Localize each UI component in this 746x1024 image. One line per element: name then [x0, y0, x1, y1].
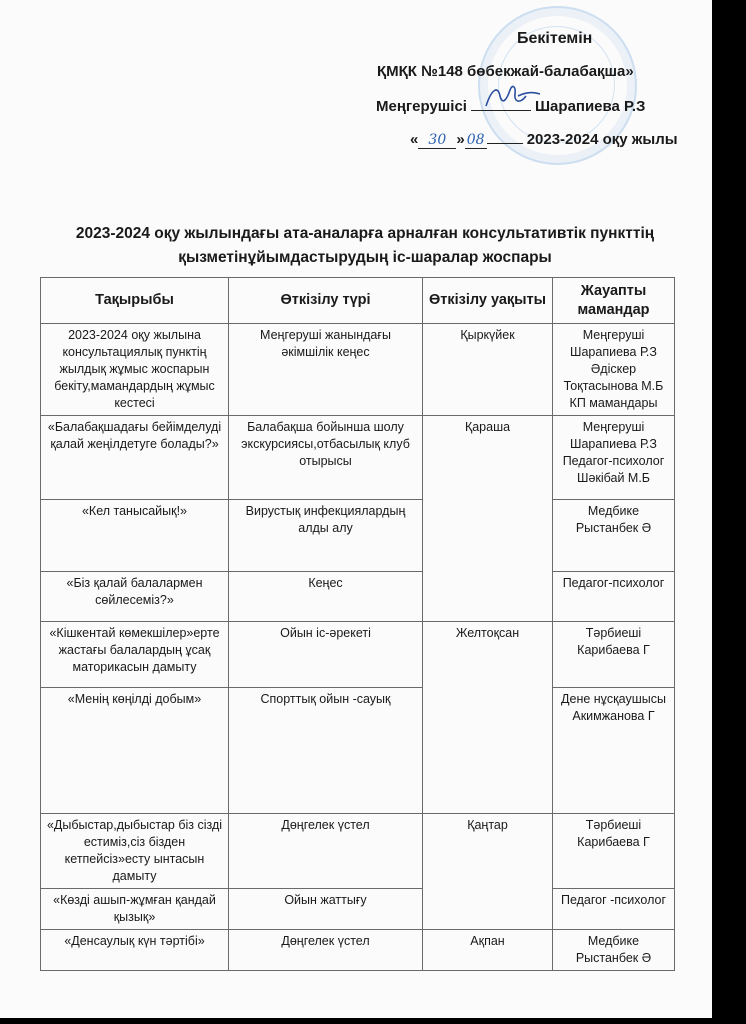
column-header-form: Өткізілу түрі [229, 278, 423, 324]
cell-time: Қараша [423, 416, 553, 622]
cell-time: Қаңтар [423, 814, 553, 930]
date-month: 08 [466, 132, 485, 148]
column-header-time: Өткізілу уақыты [423, 278, 553, 324]
cell-form: Кеңес [229, 572, 423, 622]
column-header-topic: Тақырыбы [41, 278, 229, 324]
cell-topic: 2023-2024 оқу жылына консультациялық пунктің жылдық жұмыс жоспарын бекіту,мамандардың жұмыс кестесі [41, 324, 229, 416]
cell-form: Спорттық ойын -сауық [229, 688, 423, 814]
cell-responsible: Педагог-психолог [553, 572, 675, 622]
table-row [41, 416, 675, 500]
document-title: 2023-2024 оқу жылындағы ата-аналарға арналған консультативтік пункттің қызметінұйымдастырудың іс-шаралар жоспары [75, 225, 655, 266]
cell-responsible: Меңгеруші Шарапиева Р.З Әдіскер Тоқтасынова М.Б КП мамандары [553, 324, 675, 416]
academic-year: 2023-2024 оқу жылы [526, 131, 678, 148]
cell-topic: «Кел танысайық!» [41, 500, 229, 572]
cell-topic: «Денсаулық күн тәртібі» [41, 930, 229, 971]
cell-form: Ойын іс-әрекеті [229, 622, 423, 688]
table-row [41, 814, 675, 889]
table-row [41, 324, 675, 416]
date-blank-line [487, 143, 523, 144]
cell-topic: «Кішкентай көмекшілер»ерте жастағы балалардың ұсақ маторикасын дамыту [41, 622, 229, 688]
table-header-row [41, 278, 675, 324]
table-row [41, 930, 675, 971]
table-row [41, 572, 675, 622]
organization-name: ҚМҚК №148 бөбекжай-балабақша» [377, 63, 634, 80]
cell-responsible: Медбике Рыстанбек Ә [553, 500, 675, 572]
cell-form: Меңгеруші жанындағы әкімшілік кеңес [229, 324, 423, 416]
cell-time: Қыркүйек [423, 324, 553, 416]
head-label: Меңгерушісі [376, 98, 467, 115]
cell-responsible: Педагог -психолог [553, 889, 675, 930]
approval-block [0, 0, 712, 160]
activity-plan-table [40, 277, 675, 971]
cell-topic: «Көзді ашып-жұмған қандай қызық» [41, 889, 229, 930]
date-close-quote: » [456, 131, 465, 148]
cell-time: Желтоқсан [423, 622, 553, 814]
column-header-responsible: Жауапты мамандар [553, 278, 675, 324]
cell-form: Ойын жаттығу [229, 889, 423, 930]
cell-responsible: Тәрбиеші Карибаева Г [553, 622, 675, 688]
cell-time: Ақпан [423, 930, 553, 971]
handwritten-signature [482, 82, 542, 112]
date-day: 30 [418, 132, 456, 149]
cell-topic: «Біз қалай балалармен сөйлесеміз?» [41, 572, 229, 622]
approval-date [410, 131, 678, 149]
cell-responsible: Тәрбиеші Карибаева Г [553, 814, 675, 889]
cell-form: Балабақша бойынша шолу экскурсиясы,отбасылық клуб отырысы [229, 416, 423, 500]
table-row [41, 500, 675, 572]
cell-form: Дөңгелек үстел [229, 814, 423, 889]
cell-topic: «Дыбыстар,дыбыстар біз сізді естиміз,сіз бізден кетпейсіз»есту ынтасын дамыту [41, 814, 229, 889]
table-row [41, 889, 675, 930]
head-name: Шарапиева Р.З [534, 98, 646, 115]
cell-topic: «Балабақшадағы бейімделуді қалай жеңілдетуге болады?» [41, 416, 229, 500]
cell-form: Вирустық инфекциялардың алды алу [229, 500, 423, 572]
cell-topic: «Менің көңілді добым» [41, 688, 229, 814]
cell-form: Дөңгелек үстел [229, 930, 423, 971]
table-row [41, 688, 675, 814]
cell-responsible: Медбике Рыстанбек Ә [553, 930, 675, 971]
date-open-quote: « [410, 131, 419, 148]
approval-title: Бекітемін [517, 30, 593, 47]
cell-responsible: Дене нұсқаушысы Акимжанова Г [553, 688, 675, 814]
cell-responsible: Меңгеруші Шарапиева Р.З Педагог-психолог Шәкібай М.Б [553, 416, 675, 500]
table-row [41, 622, 675, 688]
